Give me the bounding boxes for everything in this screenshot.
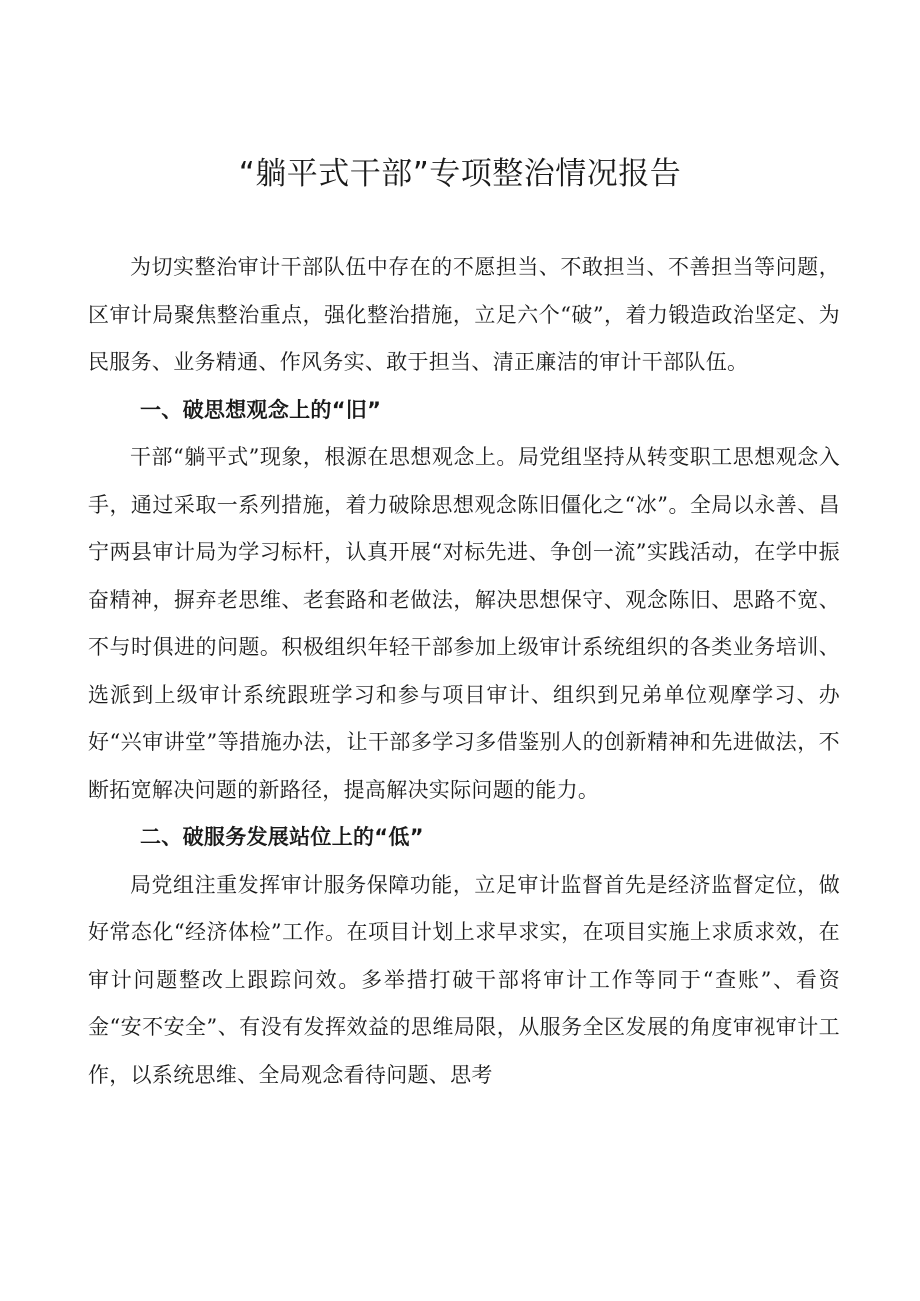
document-body [88,244,840,1099]
section-2-heading: 二、破服务发展站位上的“低” [140,825,424,849]
section-1-heading: 一、破思想观念上的“旧” [140,397,382,422]
section-2-paragraph: 局党组注重发挥审计服务保障功能，立足审计监督首先是经济监督定位，做好常态化“经济体检”工作。在项目计划上求早求实，在项目实施上求质求效，在审计问题整改上跟踪问效。多举措打破干部将审计工作等同于“查账”、看资金“安不安全”、有没有发挥效益的思维局限，从服务全区发展的角度审视审计工作，以系统思维、全局观念看待问题、思考 [88,872,840,1087]
intro-paragraph: 为切实整治审计干部队伍中存在的不愿担当、不敢担当、不善担当等问题，区审计局聚焦整治重点，强化整治措施，立足六个“破”，着力锻造政治坚定、为民服务、业务精通、作风务实、敢于担当、清正廉洁的审计干部队伍。 [88,255,840,374]
document-title: “躺平式干部”专项整治情况报告 [238,156,682,192]
section-1-paragraph: 干部“躺平式”现象，根源在思想观念上。局党组坚持从转变职工思想观念入手，通过采取一系列措施，着力破除思想观念陈旧僵化之“冰”。全局以永善、昌宁两县审计局为学习标杆，认真开展“对标先进、争创一流”实践活动，在学中振奋精神，摒弃老思维、老套路和老做法，解决思想保守、观念陈旧、思路不宽、不与时俱进的问题。积极组织年轻干部参加上级审计系统组织的各类业务培训、选派到上级审计系统跟班学习和参与项目审计、组织到兄弟单位观摩学习、办好“兴审讲堂”等措施办法，让干部多学习多借鉴别人的创新精神和先进做法，不断拓宽解决问题的新路径，提高解决实际问题的能力。 [88,445,840,802]
